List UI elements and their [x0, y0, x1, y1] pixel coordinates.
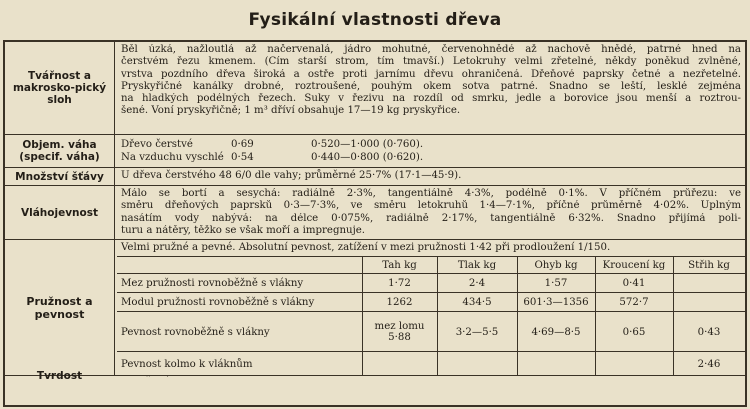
page-title: Fysikální vlastnosti dřeva [248, 10, 502, 30]
header-ohyb: Ohyb kg [534, 260, 578, 271]
header-tah: Tah kg [382, 260, 417, 271]
label-stava: Množství šťávy [5, 168, 115, 185]
text-line: turu a nátěry, těžko se však moří a impregnuje. [121, 224, 366, 236]
text-line: na hladkých podélných řezech. Suky v řezivu na rozdíl od smrku, jedle a borovice jsou menší a roztrou- [121, 93, 741, 105]
text-line: Běl úzká, nažloutlá až načervenalá, jádro mohutné, červenohnědé až nachově hnědé, patrné hned na [121, 44, 741, 55]
label-pruznost: Pružnost a pevnost [5, 240, 115, 375]
row-stava [5, 167, 745, 185]
header-tlak: Tlak kg [457, 260, 497, 271]
objem-range: 0·440—0·800 (0·620). [311, 152, 424, 163]
cell: 0·65 [622, 326, 646, 338]
text-line: směru dřeňových paprsků 0·3—7·3%, ve směru letokruhů 1·4—7·1%, příčné průměrně 4·02%. Úplným [121, 200, 741, 212]
table-row [117, 273, 745, 293]
text-tvarnost [117, 42, 745, 134]
cell: 601·3—1356 [523, 297, 589, 308]
text-stava: U dřeva čerstvého 48 6/0 dle vahy; průměrné 25·7% (17·1—45·9). [121, 170, 462, 181]
text-line: šené. Voní pryskyřičně; 1 m³ dříví obsahuje 17—19 kg pryskyřice. [121, 105, 461, 117]
table-row [117, 292, 745, 312]
cell: 4·69—8·5 [531, 326, 581, 338]
objem-line [121, 138, 741, 151]
objem-range: 0·520—1·000 (0·760). [311, 139, 424, 150]
row-tvrdost: Tvrdost [5, 375, 745, 376]
row-objem [5, 134, 745, 167]
text-line: Pryskyřičné kanálky drobné, roztroušené, pouhým okem sotva patrné. Snadno se leští, lesklé zejména [121, 80, 741, 92]
cell: 0·41 [622, 278, 646, 289]
row-name: Modul pružnosti rovnoběžně s vlákny [121, 297, 315, 308]
header-krouceni: Kroucení kg [602, 260, 666, 271]
row-name: Mez pružnosti rovnoběžně s vlákny [121, 278, 304, 289]
text-line: vrstva pozdního dřeva široká a ostře proti jarnímu dřevu ohraničená. Dřeňové paprsky četné a nezřetelné. [121, 68, 741, 80]
cell [673, 293, 745, 312]
cell: 1·57 [544, 278, 568, 289]
text-line: nasátím vody nabývá: na délce 0·075%, radiálně 2·17%, tangentiálně 6·32%. Snadno přijímá poli- [121, 212, 741, 224]
header-strih: Střih kg [688, 260, 730, 271]
label-vlaho: Vláhojevnost [5, 186, 115, 239]
text-vlaho [117, 186, 745, 239]
text-objem [117, 135, 745, 167]
cell [673, 274, 745, 293]
cell: 2·4 [468, 278, 486, 289]
grid-header-row [117, 256, 745, 274]
row-vlaho [5, 185, 745, 239]
label-objem: Objem. váha (specif. váha) [5, 135, 115, 167]
properties-table [3, 40, 747, 407]
row-tvarnost [5, 42, 745, 134]
cell: 1·72 [388, 278, 411, 289]
cell: 3·2—5·5 [455, 326, 499, 338]
row-pruznost [5, 239, 745, 375]
label-tvarnost: Tvářnost a makrosko-pický sloh [5, 42, 115, 134]
text-pruznost-intro: Velmi pružné a pevné. Absolutní pevnost, zatížení v mezi pružnosti 1·42 při prodloužení 1/150. [121, 242, 611, 253]
text-line: Málo se bortí a sesychá: radiálně 2·3%, tangentiálně 4·3%, podélně 0·1%. V příčném průřezu: ve [121, 188, 741, 199]
cell: 0·43 [697, 326, 721, 338]
objem-name: Dřevo čerstvé [121, 139, 193, 150]
objem-name: Na vzduchu vyschlé [121, 152, 224, 163]
objem-line [121, 151, 741, 164]
table-row [117, 311, 745, 352]
cell: 434·5 [462, 297, 492, 308]
objem-value: 0·69 [231, 139, 254, 150]
cell: 572·7 [619, 297, 649, 308]
objem-value: 0·54 [231, 152, 254, 163]
cell: 1262 [386, 297, 413, 308]
cell: mez lomu 5·88 [374, 321, 425, 343]
row-name: Pevnost kolmo k vláknům [121, 359, 253, 370]
cell: 2·46 [697, 359, 721, 370]
lower-rows [3, 373, 747, 407]
strength-grid [117, 256, 745, 376]
text-line: čerstvém řezu kmenem. (Čím starší strom, tím tmavší.) Letokruhy velmi zřetelné, někdy poněkud zvlněné, [121, 56, 741, 68]
row-name: Pevnost rovnoběžně s vlákny [121, 326, 270, 338]
